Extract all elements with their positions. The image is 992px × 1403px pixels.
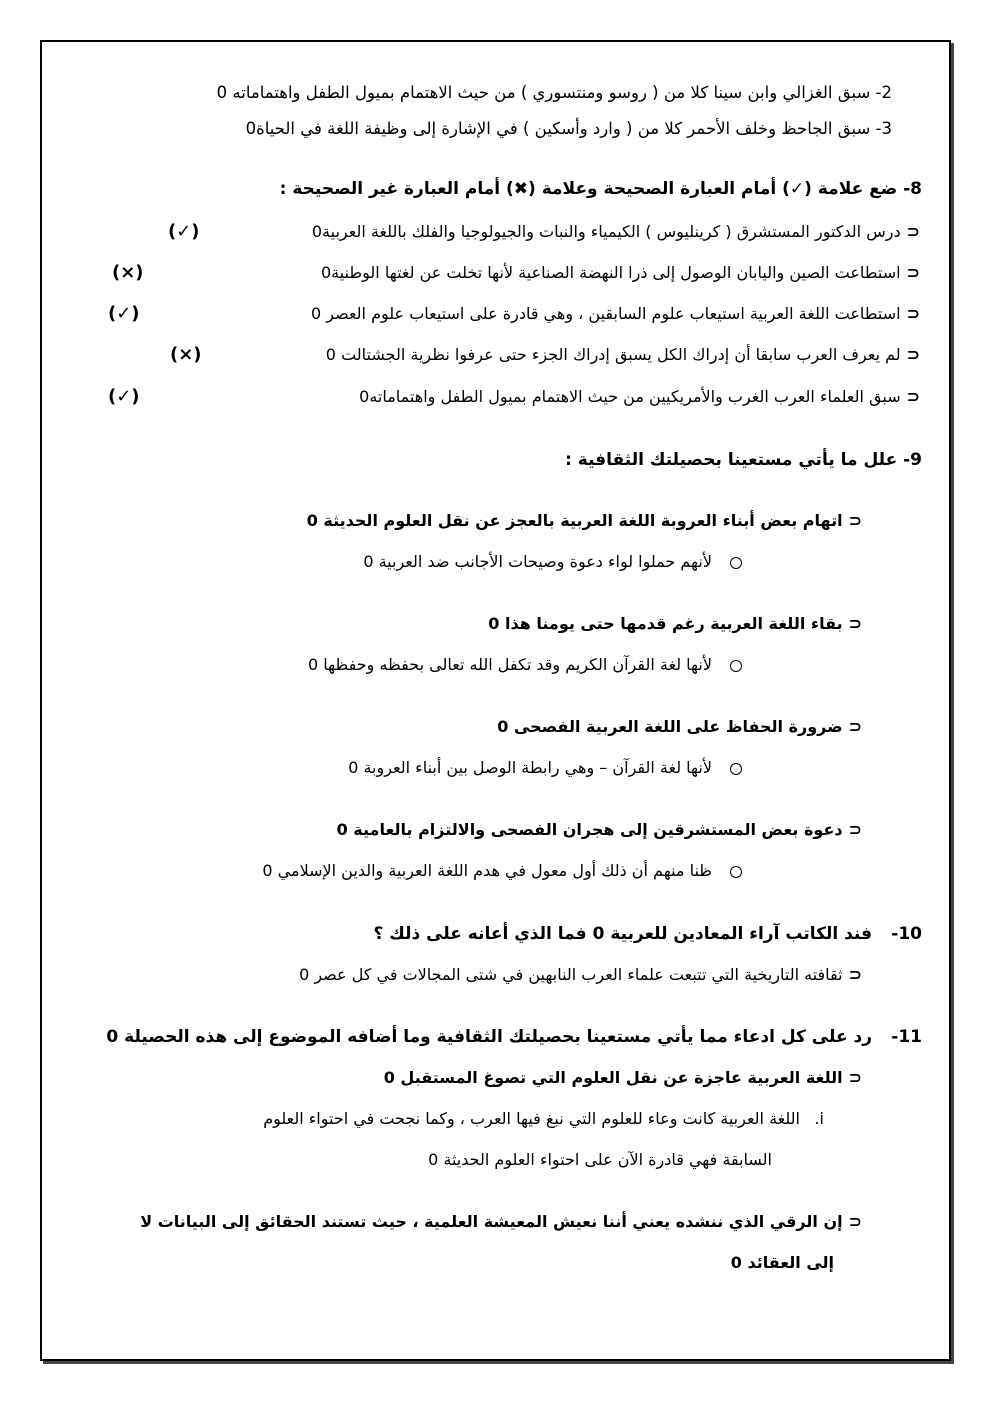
circle-bullet-icon	[730, 660, 742, 672]
q8-title: 8- ضع علامة (✓) أمام العبارة الصحيحة وعلامة (✖) أمام العبارة غير الصحيحة :	[279, 179, 922, 199]
cross-mark: (×)	[112, 262, 144, 283]
q8-item: ⊂سبق العلماء العرب الغرب والأمريكيين من حيث الاهتمام بميول الطفل واهتماماته0	[359, 387, 920, 406]
q8-item: ⊂استطاعت اللغة العربية استيعاب علوم السابقين ، وهي قادرة على استيعاب علوم العصر 0	[310, 304, 920, 323]
check-mark: (✓)	[108, 386, 140, 407]
q11-claim: ⊂اللغة العربية عاجزة عن نقل العلوم التي تصوغ المستقبل 0	[383, 1068, 862, 1087]
q10-number: 10-	[891, 924, 922, 944]
bullet-icon: ⊂	[848, 965, 862, 984]
q8-item: ⊂درس الدكتور المستشرق ( كرينليوس ) الكيمياء والنبات والجيولوجيا والفلك باللغة العربية0	[311, 222, 920, 241]
top-item-3: 3- سبق الجاحظ وخلف الأحمر كلا من ( وارد وأسكين ) في الإشارة إلى وظيفة اللغة في الحياة0	[245, 119, 892, 138]
bullet-icon: ⊂	[906, 222, 920, 241]
q10-answer: ⊂ثقافته التاريخية التي تتبعت علماء العرب النابهين في شتى المجالات في كل عصر 0	[299, 965, 862, 984]
bullet-icon: ⊂	[848, 511, 862, 530]
circle-bullet-icon	[730, 557, 742, 569]
q8-item: ⊂استطاعت الصين واليابان الوصول إلى ذرا النهضة الصناعية لأنها تخلت عن لغتها الوطنية0	[320, 263, 920, 282]
top-item-2: 2- سبق الغزالي وابن سينا كلا من ( روسو ومنتسوري ) من حيث الاهتمام بميول الطفل واهتماماته 0	[216, 83, 892, 102]
circle-bullet-icon	[730, 763, 742, 775]
bullet-icon: ⊂	[906, 387, 920, 406]
q10-title: فند الكاتب آراء المعادين للعربية 0 فما الذي أعانه على ذلك ؟	[373, 924, 872, 944]
q11-claim-continued: إلى العقائد 0	[730, 1253, 834, 1272]
q9-question: ⊂بقاء اللغة العربية رغم قدمها حتى يومنا هذا 0	[488, 614, 862, 633]
q11-title: رد على كل ادعاء مما يأتي مستعينا بحصيلتك الثقافية وما أضافه الموضوع إلى هذه الحصيلة 0	[106, 1027, 872, 1047]
circle-bullet-icon	[730, 866, 742, 878]
q9-question: ⊂اتهام بعض أبناء العروبة اللغة العربية بالعجز عن نقل العلوم الحديثة 0	[306, 511, 862, 530]
roman-numeral: i.	[814, 1109, 824, 1128]
q9-answer: لأنها لغة القرآن الكريم وقد تكفل الله تعالى بحفظه وحفظها 0	[308, 654, 742, 676]
q9-answer: لأنها لغة القرآن – وهي رابطة الوصل بين أبناء العروبة 0	[348, 757, 742, 779]
bullet-icon: ⊂	[848, 1212, 862, 1231]
q11-answer-line: اللغة العربية كانت وعاء للعلوم التي نبغ فيها العرب ، وكما نجحت في احتواء العلوم	[263, 1109, 800, 1128]
cross-mark: (×)	[170, 344, 202, 365]
q9-title: 9- علل ما يأتي مستعينا بحصيلتك الثقافية :	[565, 450, 922, 470]
q8-item: ⊂لم يعرف العرب سابقا أن إدراك الكل يسبق إدراك الجزء حتى عرفوا نظرية الجشتالت 0	[325, 345, 920, 364]
bullet-icon: ⊂	[848, 1068, 862, 1087]
q9-answer: ظنا منهم أن ذلك أول معول في هدم اللغة العربية والدين الإسلامي 0	[262, 860, 742, 882]
q11-claim: ⊂إن الرقي الذي ننشده يعني أننا نعيش المعيشة العلمية ، حيث تستند الحقائق إلى البيانات لا	[140, 1212, 862, 1231]
q11-answer-line: السابقة فهي قادرة الآن على احتواء العلوم الحديثة 0	[428, 1150, 772, 1169]
q9-question: ⊂ضرورة الحفاظ على اللغة العربية الفصحى 0	[497, 717, 862, 736]
q9-answer: لأنهم حملوا لواء دعوة وصيحات الأجانب ضد العربية 0	[363, 551, 742, 573]
check-mark: (✓)	[168, 221, 200, 242]
bullet-icon: ⊂	[848, 614, 862, 633]
bullet-icon: ⊂	[906, 345, 920, 364]
bullet-icon: ⊂	[848, 820, 862, 839]
bullet-icon: ⊂	[848, 717, 862, 736]
check-mark: (✓)	[108, 303, 140, 324]
bullet-icon: ⊂	[906, 304, 920, 323]
q11-number: 11-	[891, 1027, 922, 1047]
q9-question: ⊂دعوة بعض المستشرقين إلى هجران الفصحى والالتزام بالعامية 0	[336, 820, 862, 839]
bullet-icon: ⊂	[906, 263, 920, 282]
